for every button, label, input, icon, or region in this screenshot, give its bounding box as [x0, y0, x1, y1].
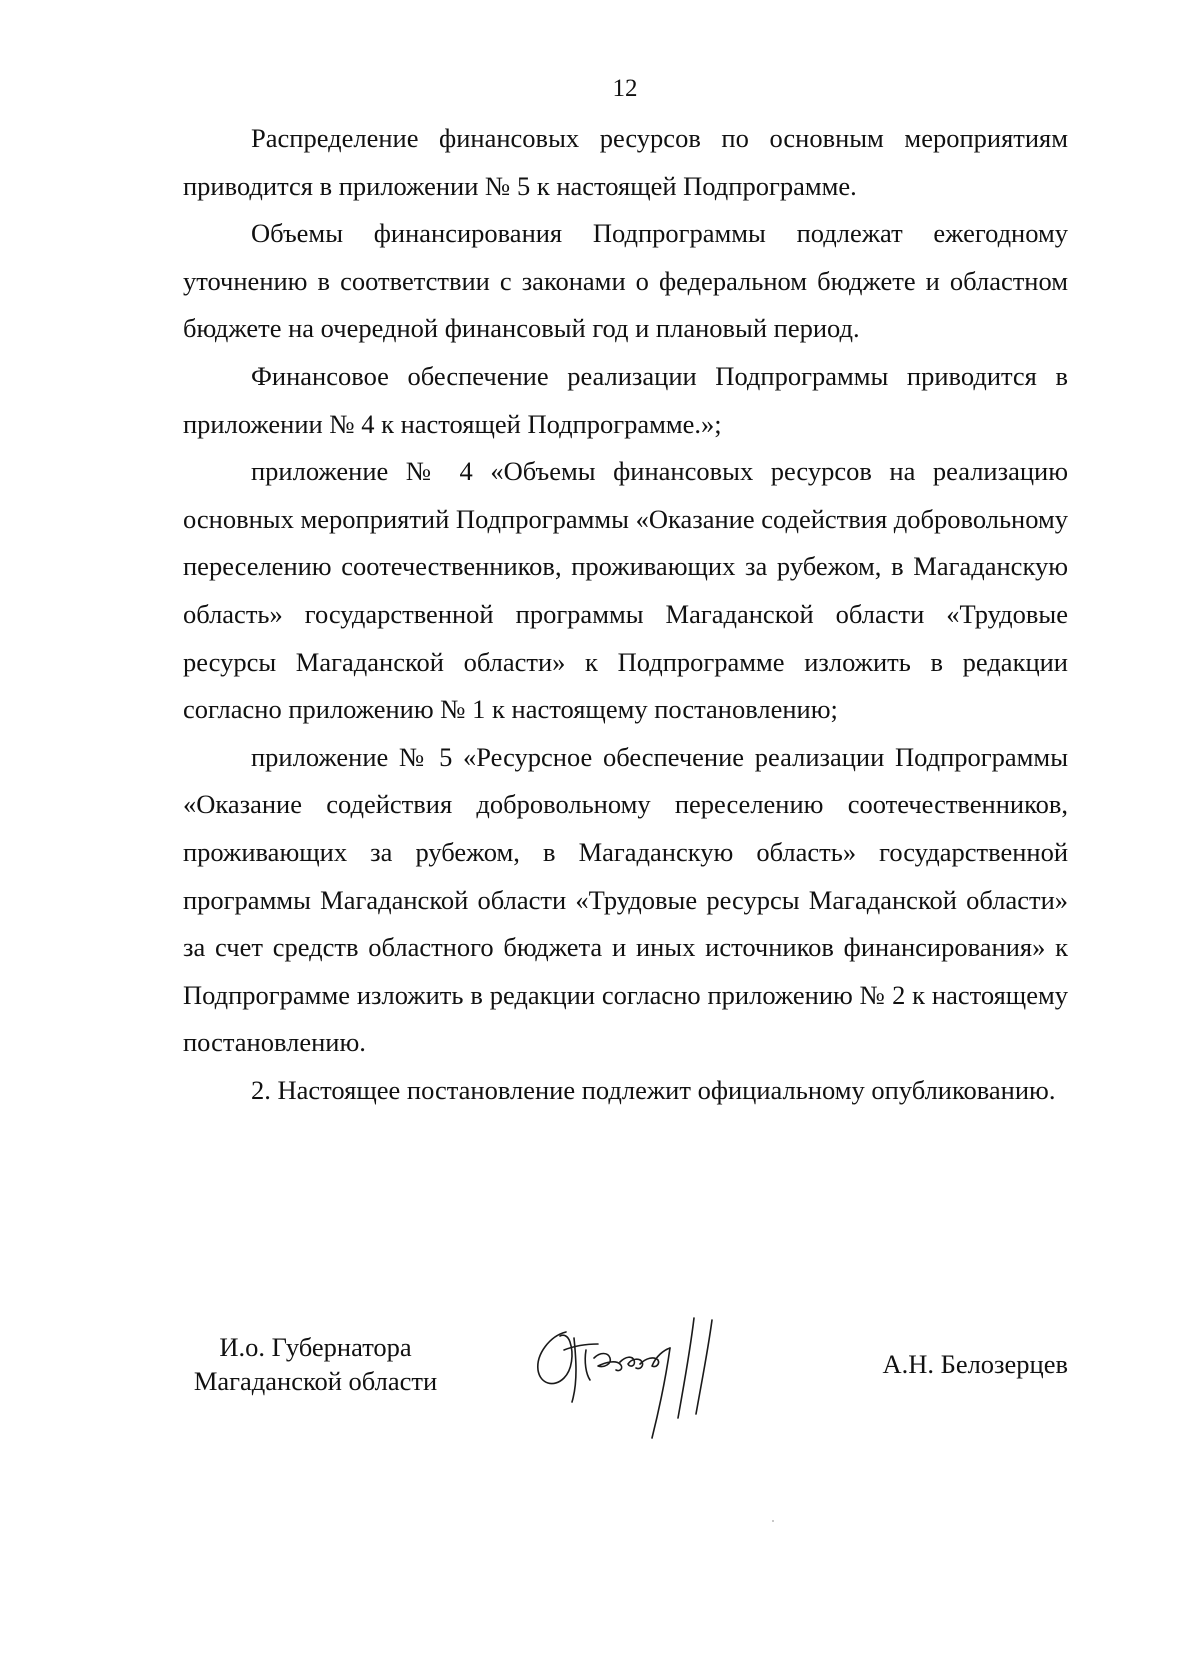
signatory-title-line-2: Магаданской области [193, 1366, 438, 1396]
signatory-name: А.Н. Белозерцев [882, 1349, 1068, 1379]
paragraph-resource-distribution: Распределение финансовых ресурсов по основным мероприятиям приводится в приложении № 5 к настоящей Подпрограмме. [183, 123, 1068, 201]
signature-block [183, 1330, 1068, 1470]
paragraph-publication: 2. Настоящее постановление подлежит официальному опубликованию. [251, 1074, 1056, 1105]
handwritten-signature [528, 1298, 738, 1458]
paragraph-financial-support: Финансовое обеспечение реализации Подпрограммы приводится в приложении № 4 к настоящей Подпрограмме.»; [183, 360, 1068, 439]
scan-artifact [772, 1520, 774, 1522]
paragraph-appendix-4: приложение № 4 «Объемы финансовых ресурсов на реализацию основных мероприятий Подпрограммы «Оказание содействия добровольному переселению соотечественников, проживающих за рубежом, в Магаданскую область» государственной программы Магаданской области «Трудовые ресурсы Магаданской области» к Подпрограмме изложить в редакции согласно приложению № 1 к настоящему постановлению; [183, 456, 1068, 725]
page-number: 12 [612, 75, 638, 102]
signatory-title [183, 1330, 448, 1398]
signatory-title-line-1: И.о. Губернатора [219, 1332, 412, 1362]
paragraph-funding-volumes: Объемы финансирования Подпрограммы подлежат ежегодному уточнению в соответствии с законами о федеральном бюджете и областном бюджете на очередной финансовый год и плановый период. [183, 218, 1068, 344]
paragraph-appendix-5: приложение № 5 «Ресурсное обеспечение реализации Подпрограммы «Оказание содействия добровольному переселению соотечественников, проживающих за рубежом, в Магаданскую область» государственной программы Магаданской области «Трудовые ресурсы Магаданской области» за счет средств областного бюджета и иных источников финансирования» к Подпрограмме изложить в редакции согласно приложению № 2 к настоящему постановлению. [183, 741, 1068, 1058]
document-body [183, 115, 1068, 1114]
